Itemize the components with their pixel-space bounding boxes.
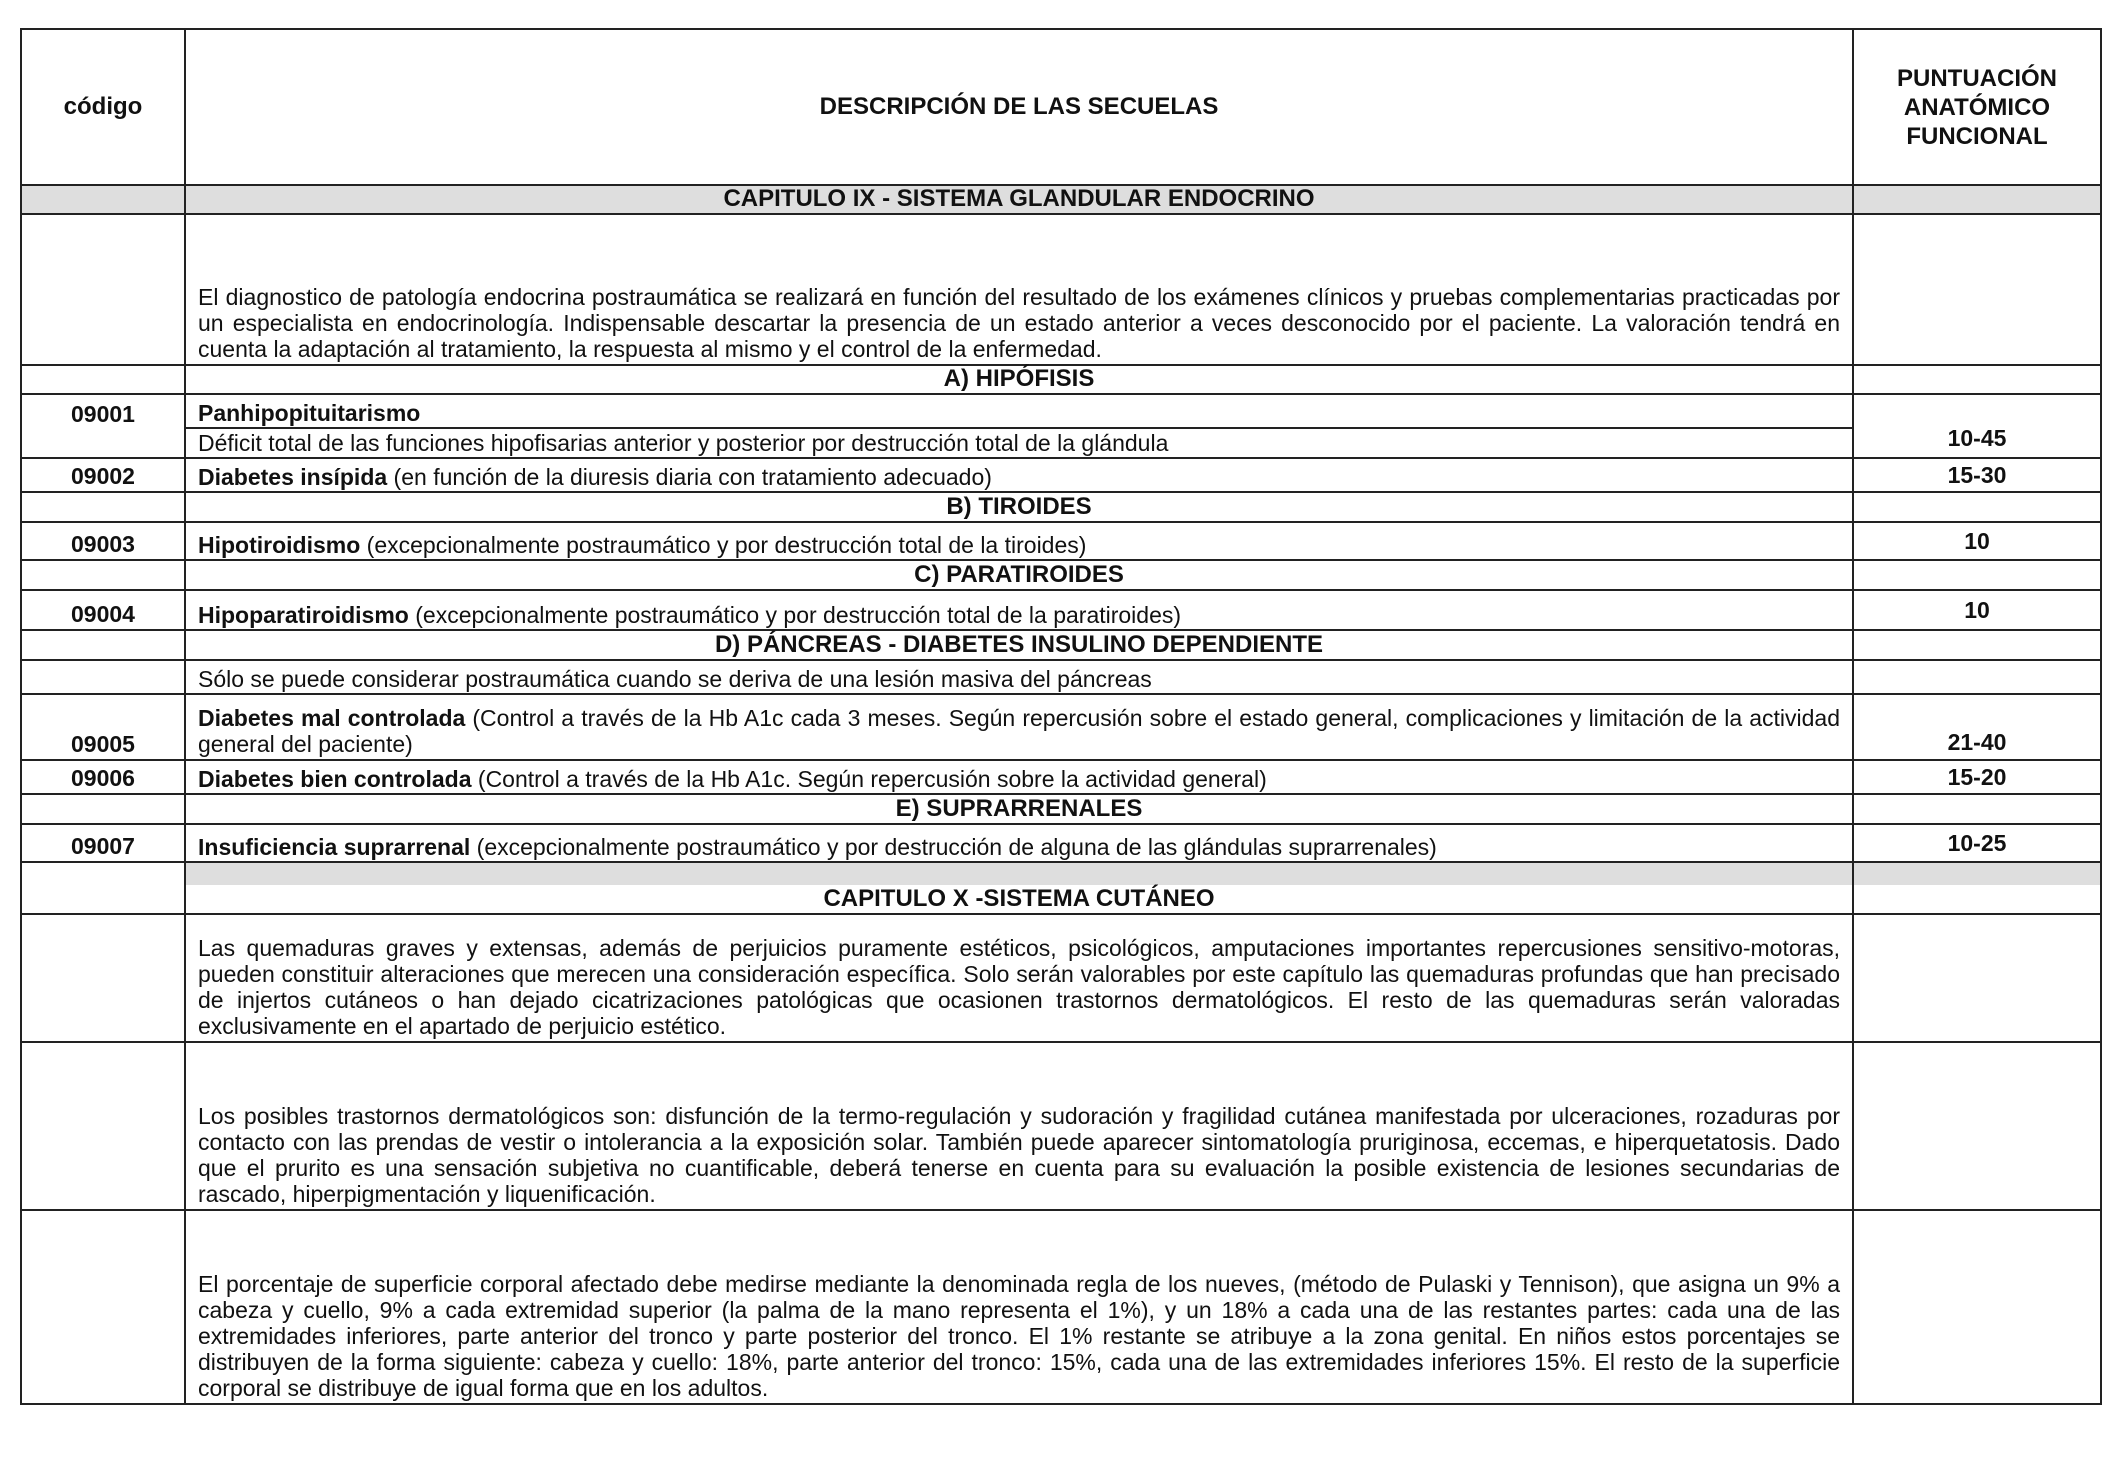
column-header-points bbox=[1853, 29, 2101, 185]
table-row bbox=[21, 590, 2101, 630]
section-b-title: B) TIROIDES bbox=[185, 492, 1853, 522]
chapter-10-paragraph-3: El porcentaje de superficie corporal afectado debe medirse mediante la denominada regla de los nueves, (método de Pulaski y Tennison), que asigna un 9% a cabeza y cuello, 9% a cada extremidad superior (la palma de la mano representa el 1%), y un 18% a cada una de las restantes partes: cada una de las extremidades inferiores, parte anterior del tronco y parte posterior del tronco. El 1% restante se atribuye a la zona genital. En niños estos porcentajes se distribuyen de la forma siguiente: cabeza y cuello: 18%, parte anterior del tronco: 15%, cada una de las extremidades inferiores 15%. El resto de la superficie corporal se distribuye de igual forma que en los adultos. bbox=[185, 1210, 1853, 1404]
points-header-line-3: FUNCIONAL bbox=[1906, 122, 2048, 150]
entry-name: Hipoparatiroidismo bbox=[198, 602, 409, 628]
points-cell: 15-30 bbox=[1853, 458, 2101, 492]
code-cell: 09001 bbox=[21, 394, 185, 458]
chapter-9-title: CAPITULO IX - SISTEMA GLANDULAR ENDOCRINO bbox=[185, 185, 1853, 214]
chapter-9-intro: El diagnostico de patología endocrina postraumática se realizará en función del resultado de los exámenes clínicos y pruebas complementarias practicadas por un especialista en endocrinología. Indispensable descartar la presencia de un estado anterior a veces desconocido por el paciente. La valoración tendrá en cuenta la adaptación al tratamiento, la respuesta al mismo y el control de la enfermedad. bbox=[185, 214, 1853, 365]
chapter-10-paragraph-1: Las quemaduras graves y extensas, además de perjuicios puramente estéticos, psicológicos, amputaciones importantes repercusiones sensitivo-motoras, pueden constituir alteraciones que merecen una consideración específica. Solo serán valorables por este capítulo las quemaduras profundas que han precisado de injertos cutáneos o han dejado cicatrizaciones patológicas que ocasionen trastornos dermatológicos. El resto de las quemaduras serán valoradas exclusivamente en el apartado de perjuicio estético. bbox=[185, 914, 1853, 1042]
sequelae-table-page bbox=[20, 28, 2100, 1450]
table-row bbox=[21, 760, 2101, 794]
entry-qualifier: (excepcionalmente postraumático y por destrucción total de la paratiroides) bbox=[408, 602, 1182, 628]
code-cell: 09002 bbox=[21, 458, 185, 492]
entry-description bbox=[185, 522, 1853, 560]
entry-qualifier: (Control a través de la Hb A1c cada 3 meses. Según repercusión sobre el estado general, complicaciones y limitación de la actividad general del paciente) bbox=[198, 705, 1841, 757]
column-header-code: código bbox=[21, 29, 185, 185]
section-row bbox=[21, 492, 2101, 522]
chapter-row bbox=[21, 185, 2101, 214]
section-a-title: A) HIPÓFISIS bbox=[185, 365, 1853, 394]
section-row bbox=[21, 630, 2101, 660]
entry-qualifier: (excepcionalmente postraumático y por destrucción total de la tiroides) bbox=[360, 532, 1087, 558]
sequelae-table bbox=[20, 28, 2102, 1405]
paragraph-row bbox=[21, 214, 2101, 365]
paragraph-row bbox=[21, 1210, 2101, 1404]
points-header-line-1: PUNTUACIÓN bbox=[1897, 64, 2057, 92]
entry-description bbox=[185, 458, 1853, 492]
section-e-title: E) SUPRARRENALES bbox=[185, 794, 1853, 824]
entry-description bbox=[185, 824, 1853, 862]
section-c-title: C) PARATIROIDES bbox=[185, 560, 1853, 590]
column-header-description: DESCRIPCIÓN DE LAS SECUELAS bbox=[185, 29, 1853, 185]
entry-qualifier: (Control a través de la Hb A1c. Según repercusión sobre la actividad general) bbox=[471, 766, 1267, 792]
section-row bbox=[21, 365, 2101, 394]
points-cell: 21-40 bbox=[1853, 694, 2101, 760]
entry-name: Diabetes bien controlada bbox=[198, 766, 472, 792]
section-row bbox=[21, 560, 2101, 590]
chapter-row bbox=[21, 862, 2101, 914]
points-cell: 15-20 bbox=[1853, 760, 2101, 794]
chapter-10-paragraph-2: Los posibles trastornos dermatológicos son: disfunción de la termo-regulación y sudoración y fragilidad cutánea manifestada por ulceraciones, rozaduras por contacto con las prendas de vestir o intolerancia a la exposición solar. También puede aparecer sintomatología pruriginosa, eccemas, e hiperquetatosis. Dado que el prurito es una sensación subjetiva no cuantificable, deberá tenerse en cuenta para su evaluación la posible existencia de lesiones secundarias de rascado, hiperpigmentación y liquenificación. bbox=[185, 1042, 1853, 1210]
code-cell: 09003 bbox=[21, 522, 185, 560]
table-row bbox=[21, 660, 2101, 694]
paragraph-row bbox=[21, 914, 2101, 1042]
code-cell: 09005 bbox=[21, 694, 185, 760]
section-d-title: D) PÁNCREAS - DIABETES INSULINO DEPENDIENTE bbox=[185, 630, 1853, 660]
section-d-note: Sólo se puede considerar postraumática cuando se deriva de una lesión masiva del páncreas bbox=[185, 660, 1853, 694]
code-cell: 09006 bbox=[21, 760, 185, 794]
points-cell: 10 bbox=[1853, 522, 2101, 560]
entry-name: Diabetes mal controlada bbox=[198, 705, 466, 731]
entry-name: Insuficiencia suprarrenal bbox=[198, 834, 471, 860]
chapter-10-title: CAPITULO X -SISTEMA CUTÁNEO bbox=[185, 862, 1853, 914]
table-row bbox=[21, 522, 2101, 560]
entry-description bbox=[185, 760, 1853, 794]
points-cell: 10-25 bbox=[1853, 824, 2101, 862]
entry-name: Hipotiroidismo bbox=[198, 532, 361, 558]
points-cell: 10 bbox=[1853, 590, 2101, 630]
table-row bbox=[21, 428, 2101, 458]
points-header-line-2: ANATÓMICO bbox=[1903, 93, 2051, 121]
table-row bbox=[21, 824, 2101, 862]
entry-detail: Déficit total de las funciones hipofisarias anterior y posterior por destrucción total de la glándula bbox=[185, 428, 1853, 458]
table-row bbox=[21, 458, 2101, 492]
section-row bbox=[21, 794, 2101, 824]
points-cell: 10-45 bbox=[1853, 394, 2101, 458]
table-row bbox=[21, 394, 2101, 428]
entry-qualifier: (excepcionalmente postraumático y por destrucción de alguna de las glándulas suprarrenales) bbox=[470, 834, 1437, 860]
code-cell: 09004 bbox=[21, 590, 185, 630]
table-header-row bbox=[21, 29, 2101, 185]
entry-qualifier: (en función de la diuresis diaria con tratamiento adecuado) bbox=[387, 464, 992, 490]
entry-description bbox=[185, 694, 1853, 760]
code-cell: 09007 bbox=[21, 824, 185, 862]
table-row bbox=[21, 694, 2101, 760]
entry-name: Diabetes insípida bbox=[198, 464, 388, 490]
entry-description bbox=[185, 590, 1853, 630]
paragraph-row bbox=[21, 1042, 2101, 1210]
entry-name: Panhipopituitarismo bbox=[185, 394, 1853, 428]
